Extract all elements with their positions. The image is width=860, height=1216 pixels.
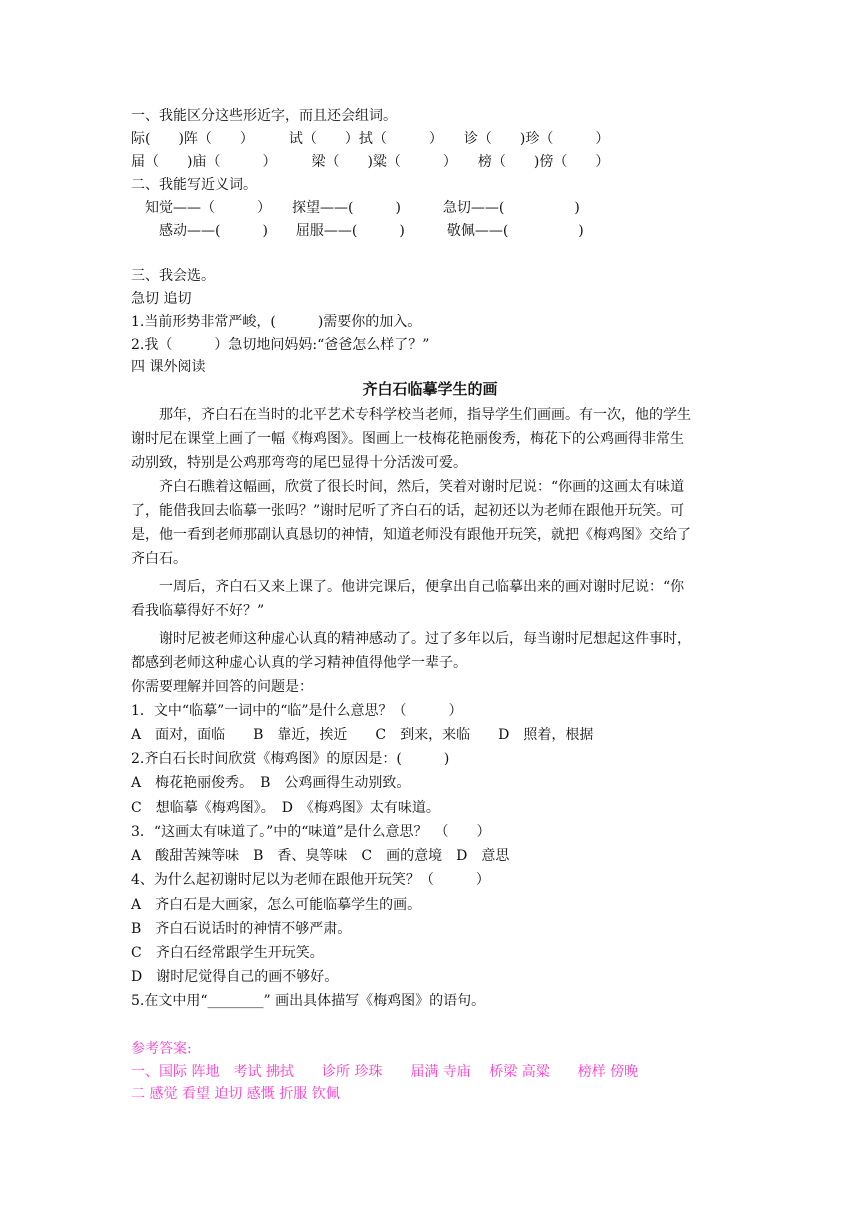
paragraph-2-line-4: 齐白石。 [131, 551, 187, 567]
paragraph-3-line-1: 一周后，齐白石又来上课了。他讲完课后，便拿出自己临摹出来的画对谢时尼说：“你 [131, 579, 685, 595]
question-2: 2.齐白石长时间欣赏《梅鸡图》的原因是：( ) [131, 751, 450, 767]
paragraph-1-line-2: 谢时尼在课堂上画了一幅《梅鸡图》。图画上一枝梅花艳丽俊秀，梅花下的公鸡画得非常生 [131, 431, 684, 447]
section3-question-2: 2.我（ ）急切地问妈妈:“爸爸怎么样了？” [131, 337, 430, 353]
paragraph-4-line-1: 谢时尼被老师这种虚心认真的精神感动了。过了多年以后，每当谢时尼想起这件事时， [131, 631, 691, 647]
paragraph-1-line-3: 动别致，特别是公鸡那弯弯的尾巴显得十分活泼可爱。 [131, 455, 467, 471]
section4-heading: 四 课外阅读 [131, 359, 206, 375]
question-4-option-c: C 齐白石经常跟学生开玩笑。 [131, 945, 324, 961]
question-2-options-ab: A 梅花艳丽俊秀。 B 公鸡画得生动别致。 [131, 775, 411, 791]
answers-heading: 参考答案: [131, 1041, 192, 1057]
section1-row2: 届（ )庙（ ） 梁（ )粱（ ） 榜（ )傍（ ） [131, 154, 610, 170]
paragraph-3-line-2: 看我临摹得好不好？” [131, 603, 265, 619]
question-1-options: A 面对，面临 B 靠近，挨近 C 到来，来临 D 照着，根据 [131, 727, 594, 743]
reading-title: 齐白石临摹学生的画 [362, 380, 498, 398]
section1-heading: 一、我能区分这些形近字，而且还会组词。 [131, 108, 397, 124]
section3-question-1: 1.当前形势非常严峻，( )需要你的加入。 [131, 314, 422, 330]
question-4: 4、为什么起初谢时尼以为老师在跟他开玩笑？（ ） [131, 872, 490, 888]
question-4-option-d: D 谢时尼觉得自己的画不够好。 [131, 969, 339, 985]
answers-line-2: 二 感觉 看望 迫切 感慨 折服 钦佩 [131, 1086, 340, 1102]
question-2-options-cd: C 想临摹《梅鸡图》。 D 《梅鸡图》太有味道。 [131, 800, 440, 816]
question-3: 3．“这画太有味道了。”中的“味道”是什么意思？ （ ） [131, 824, 491, 840]
paragraph-1-line-1: 那年，齐白石在当时的北平艺术专科学校当老师，指导学生们画画。有一次，他的学生 [131, 407, 691, 423]
section3-heading: 三、我会选。 [131, 268, 215, 284]
question-3-options: A 酸甜苦辣等味 B 香、臭等味 C 画的意境 D 意思 [131, 848, 510, 864]
question-5: 5.在文中用“________” 画出具体描写《梅鸡图》的语句。 [131, 993, 486, 1009]
question-4-option-b: B 齐白石说话时的神情不够严肃。 [131, 921, 352, 937]
paragraph-2-line-2: 了，能借我回去临摹一张吗？”谢时尼听了齐白石的话，起初还以为老师在跟他开玩笑。可 [131, 503, 685, 519]
questions-prompt: 你需要理解并回答的问题是： [131, 679, 313, 695]
paragraph-2-line-3: 是，他一看到老师那副认真恳切的神情，知道老师没有跟他开玩笑，就把《梅鸡图》交给了 [131, 527, 691, 543]
section2-heading: 二、我能写近义词。 [131, 177, 257, 193]
question-1: 1．文中“临摹”一词中的“临”是什么意思？（ ） [131, 703, 463, 719]
paragraph-4-line-2: 都感到老师这种虚心认真的学习精神值得他学一辈子。 [131, 655, 467, 671]
section1-row1: 际( )阵（ ） 试（ ）拭（ ） 诊（ )珍（ ） [131, 131, 610, 147]
section3-options: 急切 追切 [131, 291, 192, 307]
question-4-option-a: A 齐白石是大画家，怎么可能临摹学生的画。 [131, 897, 422, 913]
paragraph-2-line-1: 齐白石瞧着这幅画，欣赏了很长时间，然后，笑着对谢时尼说：“你画的这画太有味道 [131, 479, 685, 495]
section2-row1: 知觉——（ ） 探望——( ) 急切——( ) [131, 200, 580, 216]
section2-row2: 感动——( ) 屈服——( ) 敬佩——( ) [131, 223, 584, 239]
answers-line-1: 一、国际 阵地 考试 拂拭 诊所 珍珠 届满 寺庙 桥梁 高粱 榜样 傍晚 [131, 1064, 639, 1080]
